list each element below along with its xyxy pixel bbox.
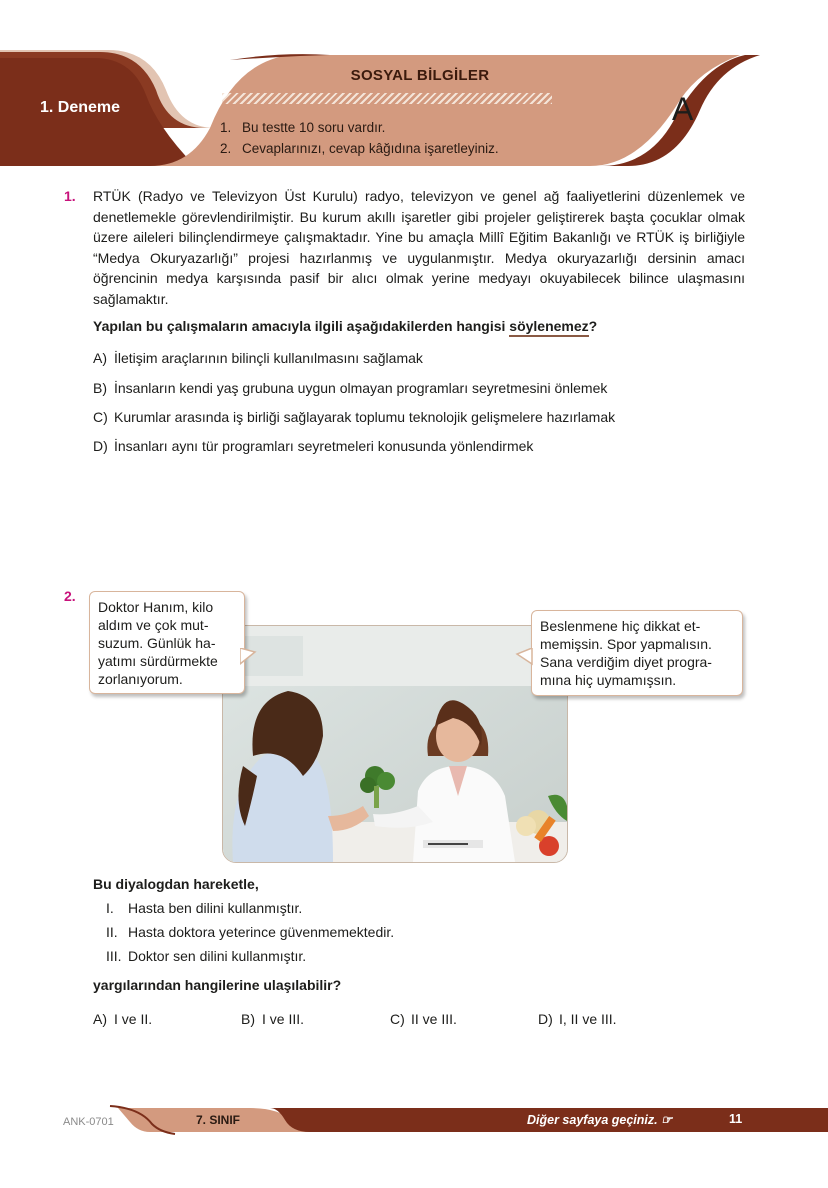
booklet-code: ANK-0701 [63,1116,114,1128]
question-2-option-a[interactable]: A) I ve II. [93,1011,153,1027]
instruction-item: 1. Bu testte 10 soru vardır. [220,120,386,135]
negative-keyword: söylenemez [509,318,588,337]
question-2-option-b[interactable]: B) I ve III. [241,1011,305,1027]
subject-title: SOSYAL BİLGİLER [350,67,490,84]
booklet-letter: A [672,91,694,127]
statement-item: III. Doktor sen dilini kullanmıştır. [106,948,307,964]
statement-item: I. Hasta ben dilini kullanmıştır. [106,900,303,916]
next-page-note: Diğer sayfaya geçiniz. ☞ [527,1113,673,1127]
question-2-number: 2. [64,588,76,604]
decorative-hatch [222,93,552,104]
question-1-option-c[interactable]: C) Kurumlar arasında iş birliği sağlayarak toplumu teknolojik gelişmelere hazırlamak [93,409,616,425]
question-1-option-a[interactable]: A) İletişim araçlarının bilinçli kullanılmasını sağlamak [93,350,423,366]
question-2-option-c[interactable]: C) II ve III. [390,1011,457,1027]
pointing-hand-icon: ☞ [661,1113,673,1127]
question-1-stem: Yapılan bu çalışmaların amacıyla ilgili aşağıdakilerden hangisi söylenemez? [93,318,597,334]
question-2-option-d[interactable]: D) I, II ve III. [538,1011,617,1027]
question-2-ask: yargılarından hangilerine ulaşılabilir? [93,977,342,993]
question-1-passage: RTÜK (Radyo ve Televizyon Üst Kurulu) radyo, televizyon ve genel ağ faaliyetlerini düzenlemek ve denetlemekle görevlendirilmiştir. Bu kurum akıllı işaretler gibi projeler geliştirerek başta çocuklar olmak üzere aileleri bilinçlendirmeye çalışmaktadır. Yine bu amaçla Millî Eğitim Bakanlığı ve RTÜK iş birliğiyle “Medya Okuryazarlığı” projesi hazırlanmış ve uygulanmıştır. Medya okuryazarlığı dersinin amacı öğrencinin medya karşısında pasif bir alıcı olmak yerine medyayı okuyabilecek bilince ulaşmasını sağlamaktır. [93,188,745,307]
footer-banner [0,1100,828,1140]
patient-speech-bubble: Doktor Hanım, kilo aldım ve çok mut- suzum. Günlük ha- yatımı sürdürmekte zorlanıyorum. [89,591,245,694]
statement-item: II. Hasta doktora yeterince güvenmemektedir. [106,924,395,940]
question-1-number: 1. [64,188,76,204]
question-1-option-b[interactable]: B) İnsanların kendi yaş grubuna uygun olmayan programları seyretmesini önlemek [93,380,608,396]
question-2-stem: Bu diyalogdan hareketle, [93,876,259,892]
grade-label: 7. SINIF [196,1113,241,1127]
doctor-bubble-tail [514,648,534,668]
doctor-speech-bubble: Beslenmene hiç dikkat et- memişsin. Spor yapmalısın. Sana verdiğim diyet progra- mına hiç uymamışsın. [531,610,743,696]
page-number: 11 [729,1112,743,1126]
exam-label: 1. Deneme [40,99,121,116]
instructions-list [220,117,499,159]
instruction-item: 2. Cevaplarınızı, cevap kâğıdına işaretleyiniz. [220,141,499,156]
question-1-option-d[interactable]: D) İnsanları aynı tür programları seyretmeleri konusunda yönlendirmek [93,438,534,454]
patient-bubble-tail [240,648,260,668]
